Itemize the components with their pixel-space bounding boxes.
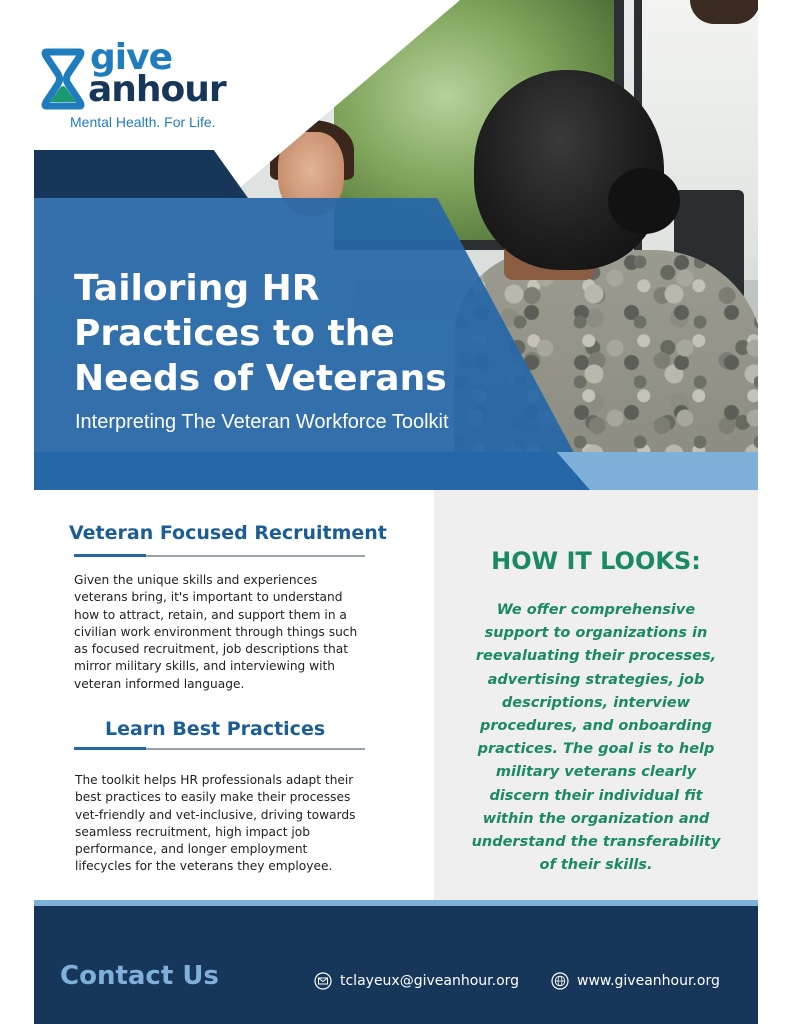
- logo-tagline: Mental Health. For Life.: [70, 114, 216, 130]
- contact-website-text[interactable]: www.giveanhour.org: [577, 973, 720, 989]
- recruitment-body-line: mirror military skills, and interviewing with: [74, 659, 336, 674]
- hero-subtitle: Interpreting The Veteran Workforce Toolkit: [75, 411, 449, 433]
- how-it-looks-line: reevaluating their processes,: [475, 648, 717, 665]
- how-it-looks-line: military veterans clearly: [495, 764, 697, 781]
- how-it-looks-line: discern their individual fit: [489, 787, 703, 804]
- best-practices-divider-accent: [74, 747, 146, 750]
- contact-title: Contact Us: [60, 961, 219, 991]
- how-it-looks-line: descriptions, interview: [501, 694, 691, 711]
- photo-soldier-hair-bun: [608, 168, 680, 234]
- how-it-looks-body: [434, 599, 758, 877]
- recruitment-body-line: veterans bring, it's important to understand: [74, 590, 343, 605]
- contact-email[interactable]: [314, 970, 519, 992]
- hero-title-line: Practices to the: [74, 313, 395, 354]
- give-an-hour-logo: [40, 37, 250, 134]
- recruitment-body-line: how to attract, retain, and support them in a: [74, 607, 347, 622]
- how-it-looks-line: within the organization and: [482, 810, 710, 827]
- best-practices-body-line: performance, and longer employment: [75, 842, 308, 857]
- contact-website[interactable]: [551, 970, 720, 992]
- best-practices-body-line: The toolkit helps HR professionals adapt their: [75, 773, 354, 787]
- logo-word-anhour: anhour: [88, 69, 226, 110]
- hero-title-line: Needs of Veterans: [74, 358, 447, 399]
- how-it-looks-line: support to organizations in: [484, 625, 708, 642]
- how-it-looks-title: HOW IT LOOKS:: [491, 547, 701, 575]
- hero-title-line: Tailoring HR: [74, 268, 320, 309]
- how-it-looks-line: practices. The goal is to help: [477, 741, 715, 758]
- hourglass-logo-icon: [40, 48, 86, 110]
- how-it-looks-line: We offer comprehensive: [496, 602, 696, 618]
- best-practices-body: [75, 772, 355, 876]
- how-it-looks-line: of their skills.: [539, 857, 653, 874]
- recruitment-body: [74, 572, 357, 693]
- contact-email-text[interactable]: tclayeux@giveanhour.org: [340, 973, 520, 989]
- best-practices-divider: [74, 748, 365, 750]
- recruitment-body-line: Given the unique skills and experiences: [74, 573, 318, 587]
- logo-word-give: give: [90, 37, 172, 78]
- recruitment-body-line: civilian work environment through things such: [74, 624, 358, 639]
- best-practices-title: Learn Best Practices: [105, 718, 326, 740]
- how-it-looks-line: understand the transferability: [471, 834, 721, 851]
- recruitment-title: Veteran Focused Recruitment: [69, 522, 387, 544]
- recruitment-body-line: veteran informed language.: [74, 676, 245, 691]
- hero-navy-tab: [34, 150, 248, 198]
- best-practices-body-line: seamless recruitment, high impact job: [75, 824, 310, 839]
- best-practices-body-line: best practices to easily make their processes: [75, 790, 351, 805]
- email-icon: [314, 972, 332, 990]
- best-practices-body-line: vet-friendly and vet-inclusive, driving towards: [75, 807, 356, 822]
- recruitment-divider: [74, 555, 365, 557]
- recruitment-body-line: as focused recruitment, job descriptions that: [74, 642, 348, 657]
- page-margin-left: [0, 0, 34, 1024]
- globe-icon: [551, 972, 569, 990]
- hero-title: [74, 266, 494, 401]
- best-practices-body-line: lifecycles for the veterans they employee.: [75, 859, 333, 874]
- recruitment-divider-accent: [74, 554, 146, 557]
- how-it-looks-line: advertising strategies, job: [487, 671, 705, 688]
- how-it-looks-line: procedures, and onboarding: [480, 718, 712, 735]
- hero-dark-blue-strip: [34, 452, 590, 490]
- page-margin-right: [758, 0, 792, 1024]
